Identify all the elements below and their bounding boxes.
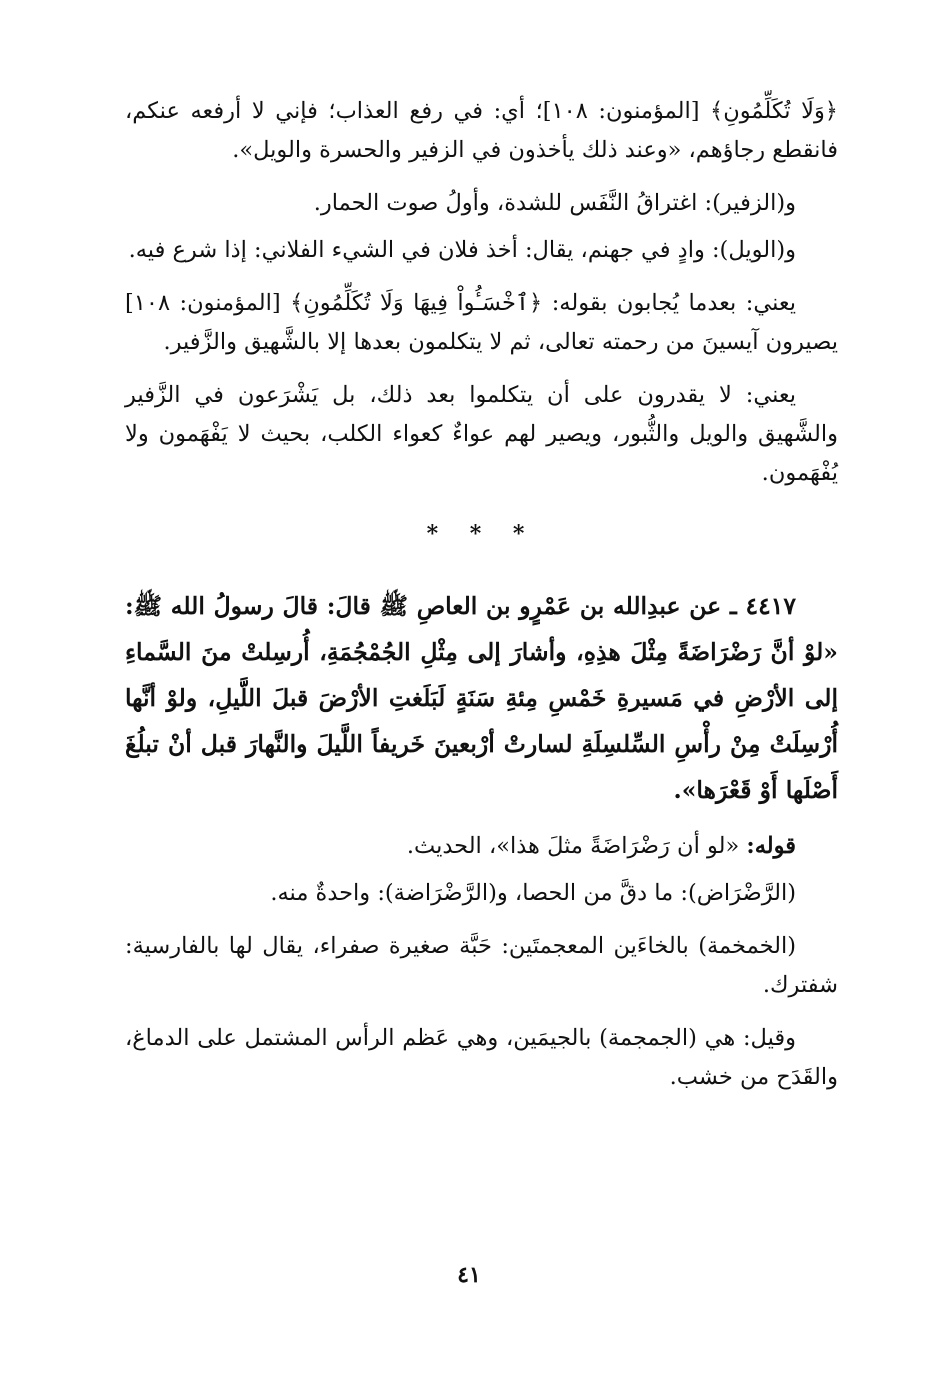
hadith-text: ٤٤١٧ ـ عن عبدِالله بن عَمْرٍو بن العاصِ ﷺ قالَ: قالَ رسولُ الله ﷺ: «لوْ أنَّ رَضْرَاضَةً مِثْلَ هذِهِ، وأشارَ إلى مِثْلِ الجُمْجُمَةِ، أُرسِلتْ منَ السَّماءِ إلى الأرْضِ في مَسيرةِ خَمْسِ مِئةِ سَنَةٍ لَبَلَغتِ الأرْضَ قبلَ اللَّيلِ، ولوْ أنَّها أُرْسِلَتْ مِنْ رأْسِ السِّلسِلَةِ لسارتْ أرْبعينَ خَريفاً اللَّيلَ والنَّهارَ قبل أنْ تبلُغَ أَصْلَها أَوْ قَعْرَها». [125, 592, 838, 804]
section-separator: * * * [426, 521, 537, 547]
paragraph-verse-explanation: ﴿وَلَا تُكَلِّمُونِ﴾ [المؤمنون: ١٠٨]؛ أي: في رفع العذاب؛ فإني لا أرفعه عنكم، فانقطع رجاؤهم، «وعند ذلك يأخذون في الزفير والحسرة والويل». [125, 98, 838, 163]
paragraph-zafir-definition: و(الزفير): اغتراقُ النَّفَس للشدة، وأولُ صوت الحمار. [313, 190, 796, 216]
page-number: ٤١ [457, 1262, 481, 1288]
commentary-khamkhama: (الخمخمة) بالخاءَين المعجمتَين: حَبَّة صغيرة صفراء، يقال لها بالفارسية: شفترك. [125, 933, 838, 998]
paragraph-meaning-1: يعني: بعدما يُجابون بقوله: ﴿ٱخْسَـُٔواْ فِيهَا وَلَا تُكَلِّمُونِ﴾ [المؤمنون: ١٠٨] يصيرون آيسينَ من رحمته تعالى، ثم لا يتكلمون بعدها إلا بالشَّهيق والزَّفير. [125, 290, 838, 355]
commentary-jumjuma: وقيل: هي (الجمجمة) بالجيمَين، وهي عَظم الرأس المشتمل على الدماغ، والقَدَح من خشب. [125, 1025, 838, 1090]
commentary-quote [125, 827, 838, 866]
commentary-quote-text: «لو أن رَضْرَاضَةً مثلَ هذا»، الحديث. [406, 833, 747, 859]
commentary-lead: قوله: [746, 833, 796, 859]
paragraph-meaning-2: يعني: لا يقدرون على أن يتكلموا بعد ذلك، بل يَشْرَعون في الزَّفير والشَّهيق والويل والثُّبور، ويصير لهم عواءٌ كعواء الكلب، بحيث لا يَفْهَمون ولا يُفْهَمون. [125, 382, 838, 486]
page-body [125, 92, 838, 1111]
commentary-radrad: (الرَّضْرَاض): ما دقَّ من الحصا، و(الرَّضْرَاضة): واحدةٌ منه. [270, 880, 796, 906]
paragraph-wayl-definition: و(الويل): وادٍ في جهنم، يقال: أخذ فلان في الشيء الفلاني: إذا شرع فيه. [128, 237, 796, 263]
